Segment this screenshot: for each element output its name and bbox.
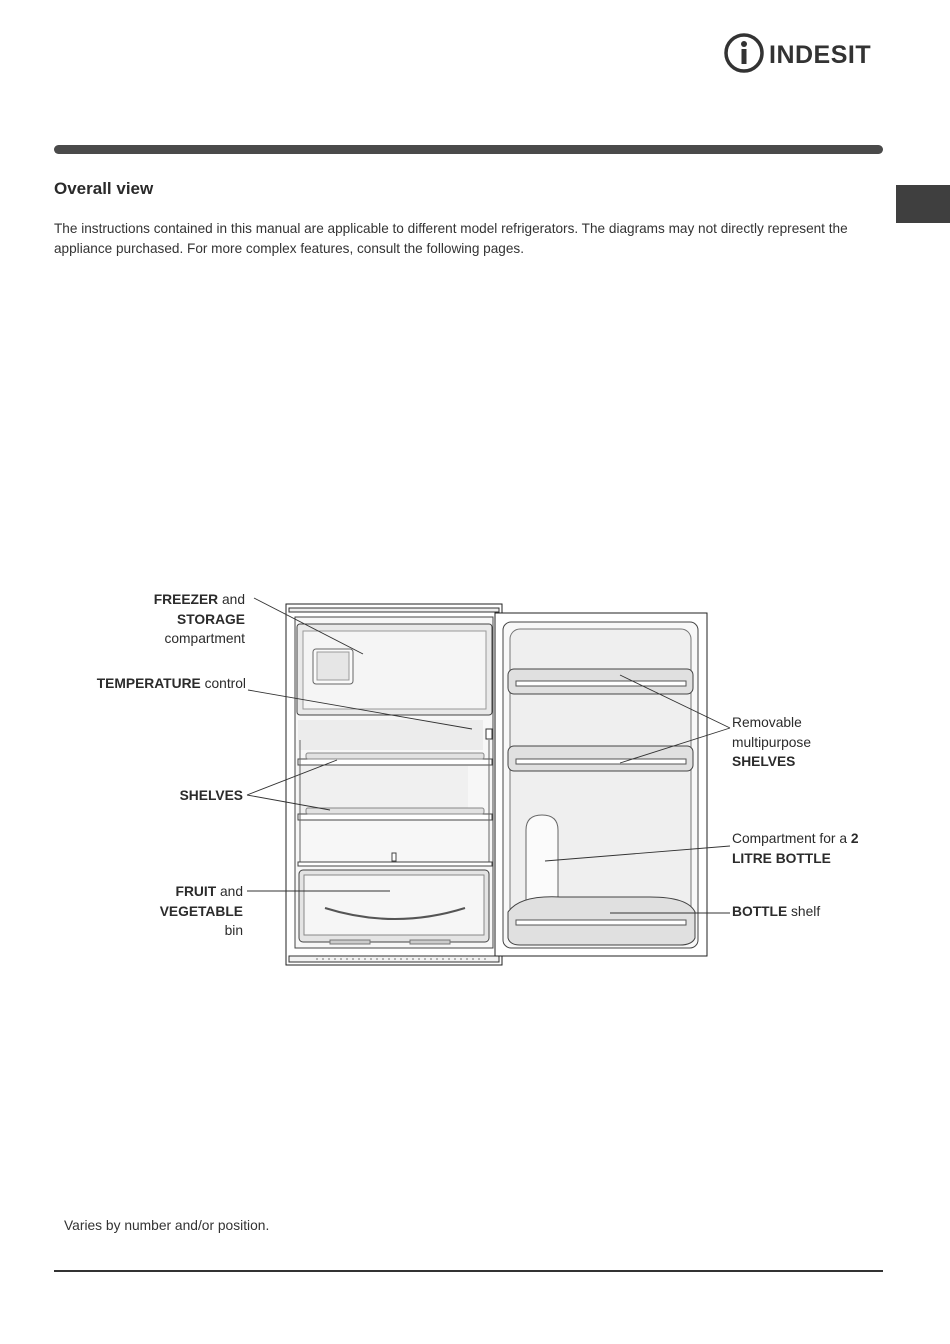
indesit-logo: [724, 32, 884, 74]
fridge-diagram: [0, 580, 950, 980]
freezer-label-bold1: FREEZER: [153, 592, 219, 607]
temperature-label-normal: control: [200, 676, 246, 691]
bottle-compartment-normal: Compartment for a: [732, 831, 851, 846]
bottle-shelf-label: [732, 902, 902, 922]
footnote: Varies by number and/or position.: [64, 1218, 270, 1233]
bottle-compartment-bold1: 2: [850, 831, 859, 846]
bottle-shelf-bold: BOTTLE: [732, 904, 788, 919]
temperature-label-bold: TEMPERATURE: [96, 676, 201, 691]
language-tab: [896, 185, 950, 223]
shelves-label-bold: SHELVES: [179, 788, 243, 803]
bottle-compartment-label: [732, 829, 902, 868]
fruit-label-normal2: bin: [224, 923, 243, 938]
fruit-label-bold1: FRUIT: [175, 884, 217, 899]
page-title: Overall view: [54, 179, 154, 198]
freezer-label: [110, 590, 245, 649]
removable-label-bold: SHELVES: [732, 754, 796, 769]
logo-brand-text: INDESIT: [769, 41, 872, 69]
bottle-compartment-bold2: LITRE BOTTLE: [732, 850, 831, 866]
removable-shelves-label: [732, 713, 892, 772]
fruit-vegetable-label: [100, 882, 243, 941]
freezer-label-normal2: compartment: [164, 631, 245, 646]
shelves-label: [120, 786, 243, 806]
removable-label-line1: Removable: [732, 715, 802, 730]
intro-paragraph: The instructions contained in this manual are applicable to different model refrigerators. The diagrams may not directly represent the appliance purchased. For more complex features, consult the following pages.: [54, 221, 848, 256]
footer-rule: [54, 1270, 883, 1272]
bottle-shelf-normal: shelf: [787, 904, 821, 919]
fruit-label-normal1: and: [216, 884, 243, 899]
logo-graphic: [724, 32, 884, 74]
removable-label-line2: multipurpose: [732, 734, 811, 750]
temperature-label: [40, 674, 246, 694]
freezer-label-normal1: and: [218, 592, 245, 607]
fruit-label-bold2: VEGETABLE: [159, 903, 243, 919]
freezer-label-bold2: STORAGE: [177, 611, 245, 627]
header-rule: [54, 145, 883, 154]
